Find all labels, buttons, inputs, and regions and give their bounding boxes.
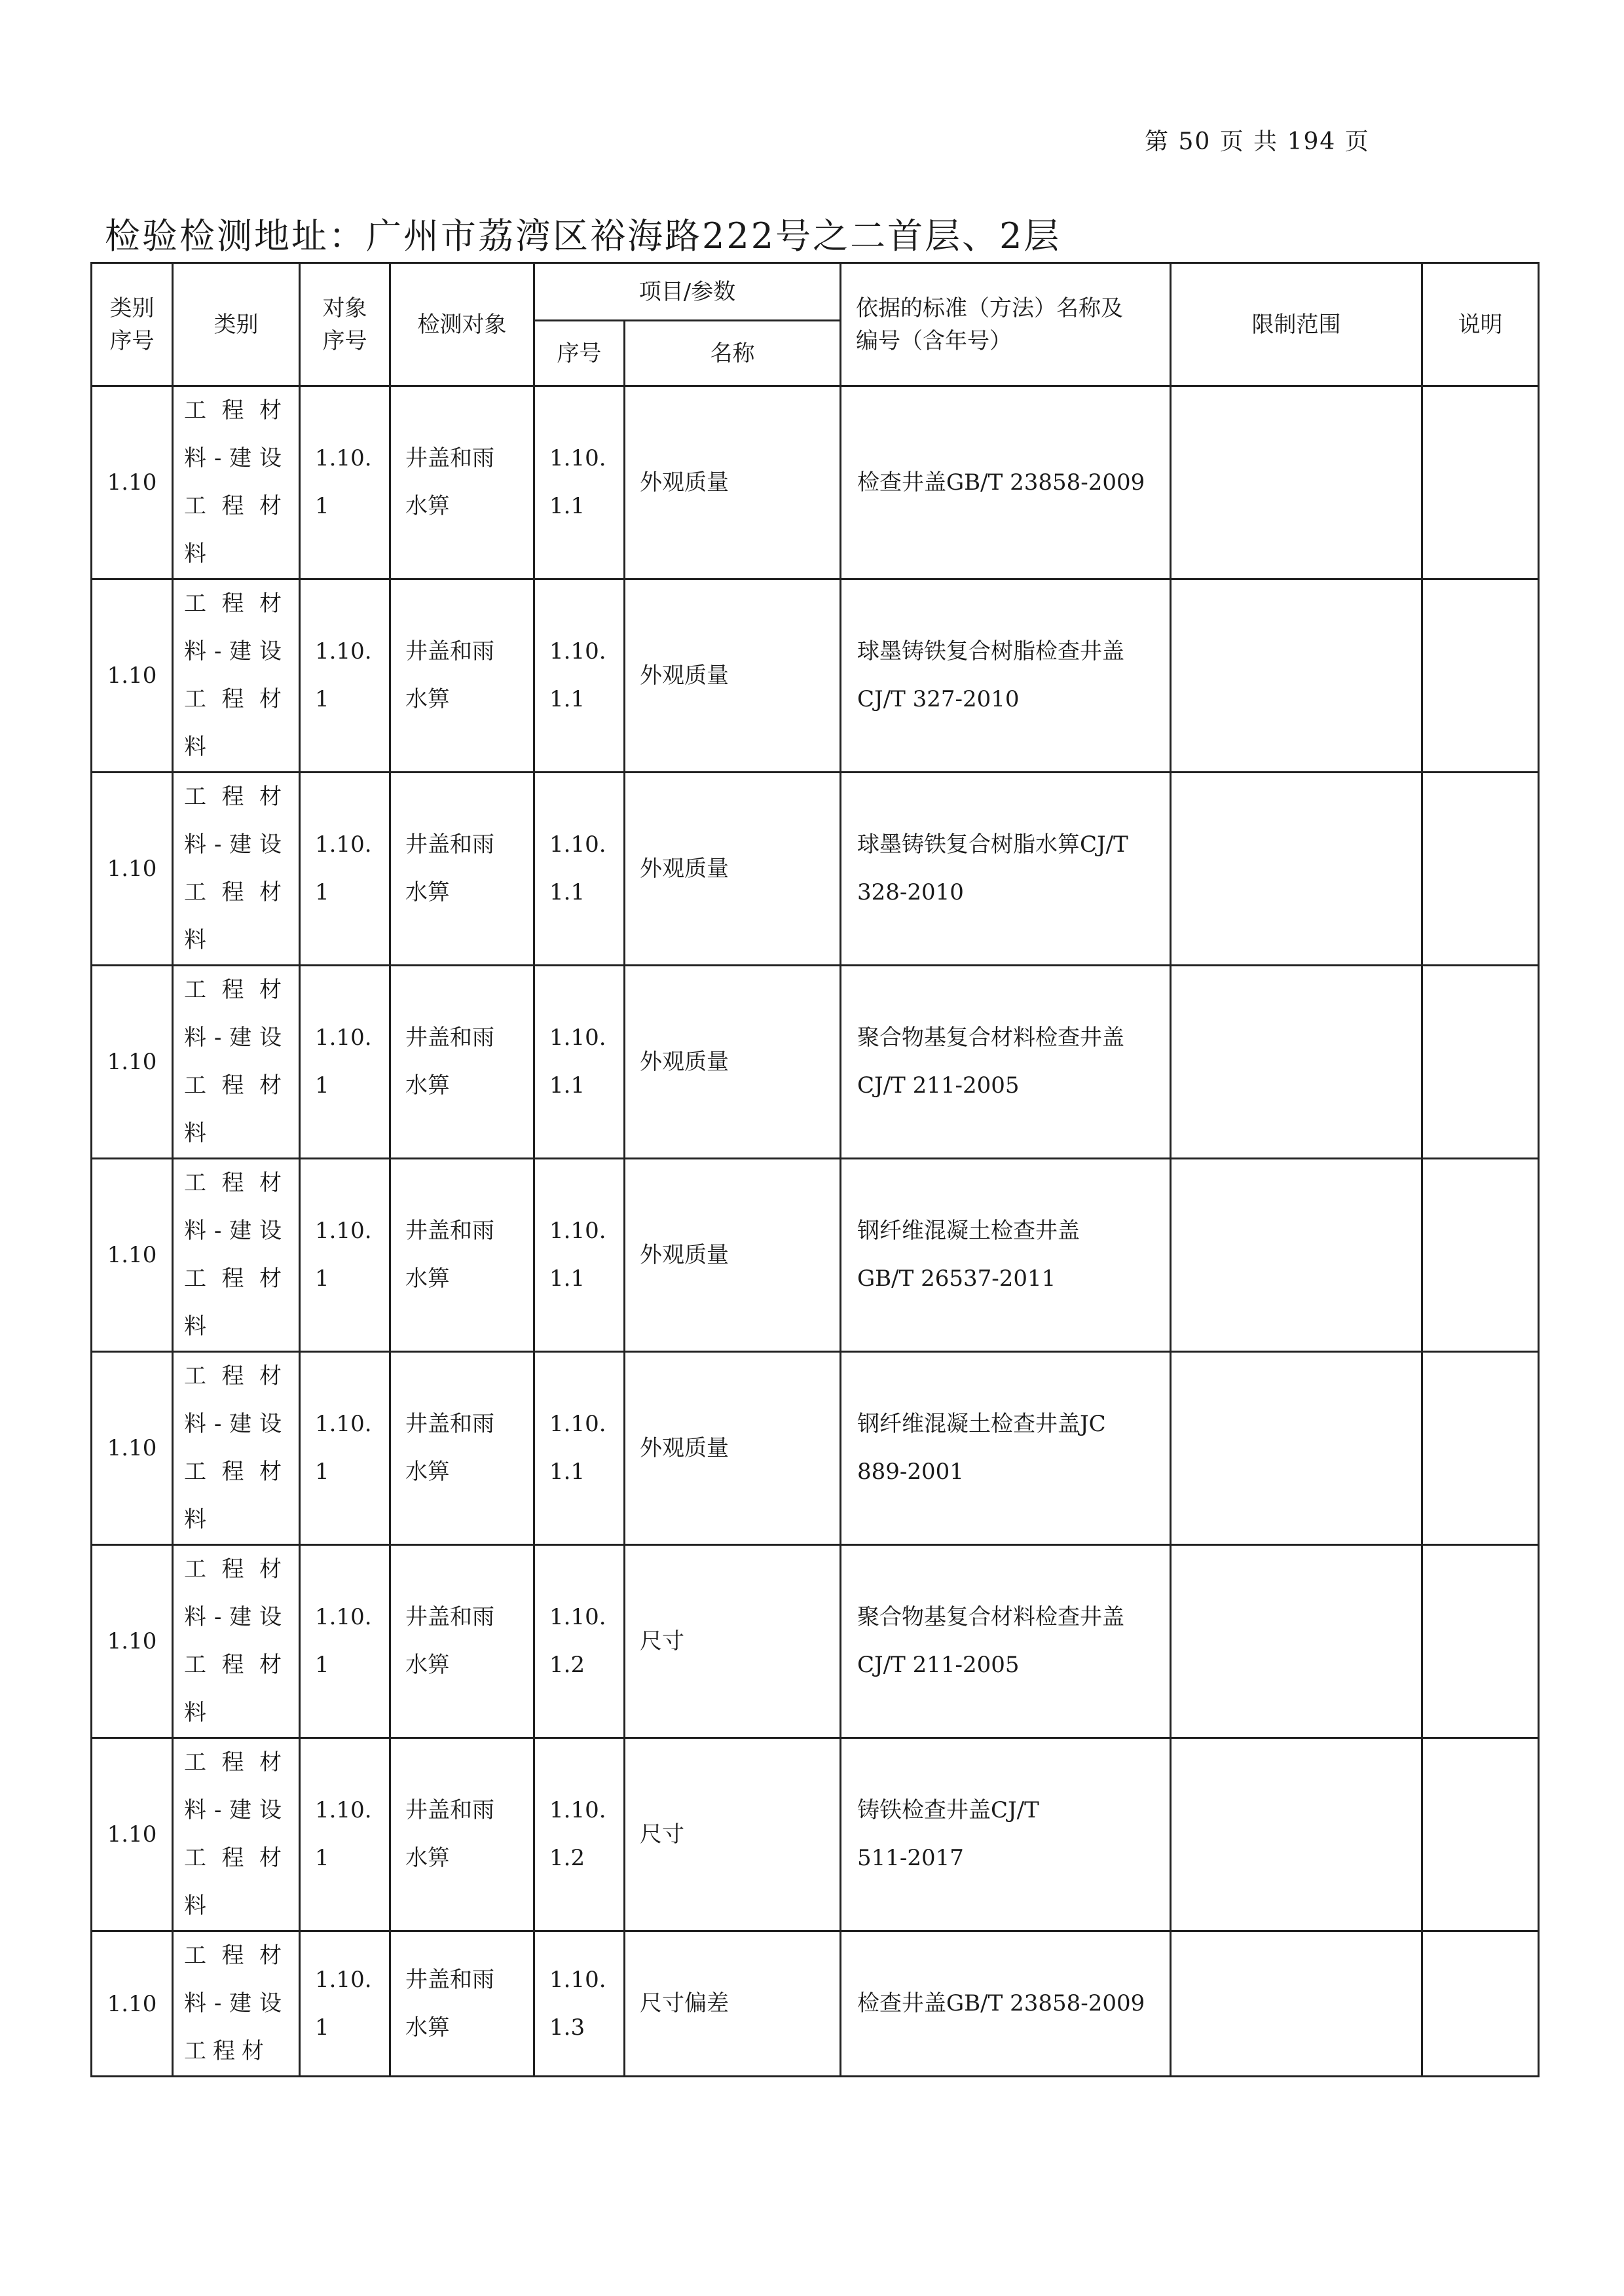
note-cell xyxy=(1422,1931,1539,2077)
page-number: 第 50 页 共 194 页 xyxy=(1145,128,1370,155)
limit-cell xyxy=(1171,386,1422,579)
category-no-cell: 1.10 xyxy=(92,966,173,1159)
header-object: 检测对象 xyxy=(390,263,534,386)
category-no-cell: 1.10 xyxy=(92,1738,173,1931)
limit-cell xyxy=(1171,1738,1422,1931)
category-no-cell: 1.10 xyxy=(92,1545,173,1738)
limit-cell xyxy=(1171,1159,1422,1352)
object-cell: 井盖和雨 水箅 xyxy=(390,1931,534,2077)
standard-cell: 球墨铸铁复合树脂水箅CJ/T 328-2010 xyxy=(841,773,1171,966)
limit-cell xyxy=(1171,579,1422,773)
item-no-cell: 1.10. 1.2 xyxy=(534,1545,625,1738)
note-cell xyxy=(1422,579,1539,773)
object-no-cell: 1.10. 1 xyxy=(300,386,390,579)
object-no-cell: 1.10. 1 xyxy=(300,773,390,966)
object-no-cell: 1.10. 1 xyxy=(300,579,390,773)
standard-cell: 聚合物基复合材料检查井盖 CJ/T 211-2005 xyxy=(841,1545,1171,1738)
note-cell xyxy=(1422,773,1539,966)
object-no-cell: 1.10. 1 xyxy=(300,1159,390,1352)
object-cell: 井盖和雨 水箅 xyxy=(390,966,534,1159)
category-cell: 工程材料-建设工程材料 xyxy=(173,1352,300,1545)
category-cell: 工程材料-建设工程材料 xyxy=(173,773,300,966)
header-category: 类别 xyxy=(173,263,300,386)
note-cell xyxy=(1422,1159,1539,1352)
object-no-cell: 1.10. 1 xyxy=(300,1545,390,1738)
object-cell: 井盖和雨 水箅 xyxy=(390,386,534,579)
limit-cell xyxy=(1171,966,1422,1159)
item-no-cell: 1.10. 1.1 xyxy=(534,579,625,773)
object-cell: 井盖和雨 水箅 xyxy=(390,1545,534,1738)
table-row xyxy=(92,386,1539,579)
category-no-cell: 1.10 xyxy=(92,579,173,773)
object-cell: 井盖和雨 水箅 xyxy=(390,579,534,773)
limit-cell xyxy=(1171,1545,1422,1738)
category-cell: 工程材料-建设工程材料 xyxy=(173,579,300,773)
limit-cell xyxy=(1171,773,1422,966)
item-no-cell: 1.10. 1.1 xyxy=(534,1352,625,1545)
note-cell xyxy=(1422,1738,1539,1931)
item-no-cell: 1.10. 1.1 xyxy=(534,773,625,966)
testing-address: 检验检测地址：广州市荔湾区裕海路222号之二首层、2层 xyxy=(105,215,1061,257)
item-no-cell: 1.10. 1.1 xyxy=(534,1159,625,1352)
standard-cell: 检查井盖GB/T 23858-2009 xyxy=(841,1931,1171,2077)
category-cell: 工程材料-建设工程材料 xyxy=(173,1738,300,1931)
header-standard: 依据的标准（方法）名称及 编号（含年号） xyxy=(841,263,1171,386)
header-item-no: 序号 xyxy=(534,321,625,386)
table-row xyxy=(92,773,1539,966)
note-cell xyxy=(1422,386,1539,579)
object-cell: 井盖和雨 水箅 xyxy=(390,1738,534,1931)
category-cell: 工程材料-建设工程材料 xyxy=(173,1545,300,1738)
table-row xyxy=(92,579,1539,773)
header-note: 说明 xyxy=(1422,263,1539,386)
standard-cell: 聚合物基复合材料检查井盖 CJ/T 211-2005 xyxy=(841,966,1171,1159)
object-no-cell: 1.10. 1 xyxy=(300,1352,390,1545)
table-row xyxy=(92,966,1539,1159)
item-no-cell: 1.10. 1.3 xyxy=(534,1931,625,2077)
object-no-cell: 1.10. 1 xyxy=(300,1738,390,1931)
note-cell xyxy=(1422,966,1539,1159)
header-item-name: 名称 xyxy=(625,321,841,386)
note-cell xyxy=(1422,1352,1539,1545)
category-no-cell: 1.10 xyxy=(92,773,173,966)
object-cell: 井盖和雨 水箅 xyxy=(390,773,534,966)
item-name-cell: 外观质量 xyxy=(625,1159,841,1352)
standard-cell: 检查井盖GB/T 23858-2009 xyxy=(841,386,1171,579)
item-no-cell: 1.10. 1.1 xyxy=(534,966,625,1159)
category-no-cell: 1.10 xyxy=(92,1352,173,1545)
category-no-cell: 1.10 xyxy=(92,1931,173,2077)
table-row xyxy=(92,1352,1539,1545)
header-limit: 限制范围 xyxy=(1171,263,1422,386)
table-row xyxy=(92,1931,1539,2077)
item-name-cell: 外观质量 xyxy=(625,579,841,773)
item-name-cell: 尺寸偏差 xyxy=(625,1931,841,2077)
item-no-cell: 1.10. 1.1 xyxy=(534,386,625,579)
item-name-cell: 尺寸 xyxy=(625,1738,841,1931)
standard-cell: 铸铁检查井盖CJ/T 511-2017 xyxy=(841,1738,1171,1931)
object-cell: 井盖和雨 水箅 xyxy=(390,1352,534,1545)
category-no-cell: 1.10 xyxy=(92,386,173,579)
item-name-cell: 外观质量 xyxy=(625,966,841,1159)
note-cell xyxy=(1422,1545,1539,1738)
object-cell: 井盖和雨 水箅 xyxy=(390,1159,534,1352)
item-name-cell: 尺寸 xyxy=(625,1545,841,1738)
table-row xyxy=(92,1159,1539,1352)
header-item-param: 项目/参数 xyxy=(534,263,841,321)
header-object-no: 对象 序号 xyxy=(300,263,390,386)
standard-cell: 钢纤维混凝土检查井盖JC 889-2001 xyxy=(841,1352,1171,1545)
category-cell: 工程材料-建设工程材料 xyxy=(173,1159,300,1352)
limit-cell xyxy=(1171,1352,1422,1545)
item-name-cell: 外观质量 xyxy=(625,773,841,966)
limit-cell xyxy=(1171,1931,1422,2077)
object-no-cell: 1.10. 1 xyxy=(300,1931,390,2077)
object-no-cell: 1.10. 1 xyxy=(300,966,390,1159)
table-row xyxy=(92,1545,1539,1738)
category-no-cell: 1.10 xyxy=(92,1159,173,1352)
table-row xyxy=(92,1738,1539,1931)
category-cell: 工程材料-建设工程材料 xyxy=(173,386,300,579)
item-no-cell: 1.10. 1.2 xyxy=(534,1738,625,1931)
category-cell: 工程材料-建设工程材料 xyxy=(173,966,300,1159)
header-category-no: 类别 序号 xyxy=(92,263,173,386)
item-name-cell: 外观质量 xyxy=(625,386,841,579)
standard-cell: 钢纤维混凝土检查井盖 GB/T 26537-2011 xyxy=(841,1159,1171,1352)
standard-cell: 球墨铸铁复合树脂检查井盖 CJ/T 327-2010 xyxy=(841,579,1171,773)
scope-table xyxy=(90,262,1540,2077)
category-cell: 工程材料-建设工程材 xyxy=(173,1931,300,2077)
item-name-cell: 外观质量 xyxy=(625,1352,841,1545)
